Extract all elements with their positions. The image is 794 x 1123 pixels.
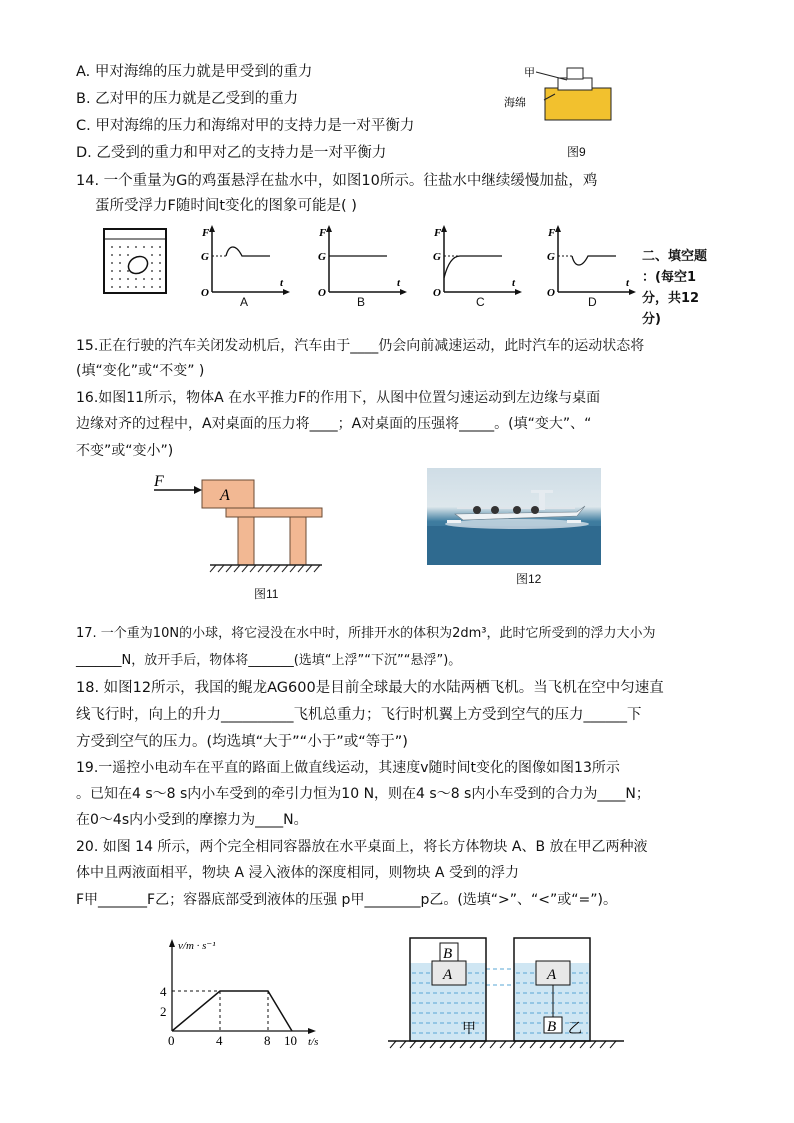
- q16-line1: 16.如图11所示，物体A 在水平推力F的作用下，从图中位置匀速运动到左边缘与桌面: [76, 390, 601, 406]
- x-axis-label: t/s: [308, 1036, 319, 1048]
- q20-line2: 体中且两液面相平，物块 A 浸入液体的深度相同，则物块 A 受到的浮力: [76, 865, 519, 881]
- section2-line3: 分，共12: [642, 291, 700, 306]
- fig11-label-f: F: [154, 473, 164, 490]
- graph-b-g: G: [318, 251, 326, 263]
- graph-d-o: O: [547, 287, 555, 299]
- q13-option-a: A. 甲对海绵的压力就是甲受到的重力: [76, 64, 313, 80]
- q17-line2: _______N，放开手后，物体将_______(选填“上浮”“下沉”“悬浮”)。: [76, 653, 462, 668]
- q19-line2: 。已知在4 s～8 s内小车受到的牵引力恒为10 N，则在4 s～8 s内小车受到的合力为____N；: [76, 786, 650, 802]
- q14-line1: 14. 一个重量为G的鸡蛋悬浮在盐水中，如图10所示。往盐水中继续缓慢加盐，鸡: [76, 173, 598, 189]
- section2-line4: 分): [642, 312, 661, 327]
- fig9-caption: 图9: [567, 145, 586, 159]
- y-axis-label: v/m · s⁻¹: [178, 940, 216, 952]
- graph-c-label: C: [476, 295, 485, 309]
- fig14-block-a-left: A: [443, 967, 453, 983]
- q18-line2: 线飞行时，向上的升力__________飞机总重力；飞行时机翼上方受到空气的压力______下: [76, 707, 642, 723]
- graph-d-g: G: [547, 251, 555, 263]
- q15-line2: (填“变化”或“不变” ): [76, 363, 205, 379]
- q13-option-c: C. 甲对海绵的压力和海绵对甲的支持力是一对平衡力: [76, 118, 415, 134]
- seaplane-icon: [427, 468, 601, 565]
- figure-13-velocity-chart: [150, 933, 350, 1051]
- velocity-line: [172, 991, 292, 1031]
- q13-option-d: D. 乙受到的重力和甲对乙的支持力是一对平衡力: [76, 145, 387, 161]
- q16-line3: 不变”或“变小”): [76, 443, 174, 459]
- q20-line1: 20. 如图 14 所示，两个完全相同容器放在水平桌面上，将长方体物块 A、B 放在甲乙两种液: [76, 839, 648, 855]
- q19-line1: 19.一遥控小电动车在平直的路面上做直线运动，其速度v随时间t变化的图像如图13所示: [76, 760, 620, 776]
- x-tick-label-0: 0: [168, 1033, 175, 1048]
- fig14-block-a-right: A: [547, 967, 557, 983]
- q14-line2: 蛋所受浮力F随时间t变化的图象可能是( ): [95, 198, 357, 214]
- graph-c-f: F: [434, 227, 442, 239]
- fig12-seaplane-photo: [427, 468, 601, 565]
- q14-graph-c: [428, 222, 524, 302]
- y-tick-label-2: 2: [160, 1004, 167, 1019]
- graph-a-label: A: [240, 295, 249, 309]
- fig14-block-b-left: B: [443, 946, 453, 962]
- fig14-label-yi: 乙: [568, 1022, 582, 1037]
- graph-c-o: O: [433, 287, 441, 299]
- graph-c-t: t: [512, 277, 516, 289]
- section2-line2: ：(每空1: [642, 270, 696, 285]
- graph-d-label: D: [588, 295, 597, 309]
- graph-a-t: t: [280, 277, 284, 289]
- graph-d-t: t: [626, 277, 630, 289]
- q18-line3: 方受到空气的压力。(均选填“大于”“小于”或“等于”): [76, 734, 408, 750]
- q14-graph-b: [313, 222, 409, 302]
- y-tick-label-4: 4: [160, 984, 167, 999]
- graph-d-f: F: [548, 227, 556, 239]
- q19-line3: 在0～4s内小受到的摩擦力为____N。: [76, 812, 308, 828]
- q14-graph-a: [196, 222, 292, 302]
- fig11-caption: 图11: [254, 587, 279, 601]
- x-tick-label-10: 10: [284, 1033, 297, 1048]
- q16-line2: 边缘对齐的过程中，A对桌面的压力将____；A对桌面的压强将_____。(填“变大”、“: [76, 416, 592, 432]
- fig14-label-jia: 甲: [462, 1022, 476, 1037]
- figure-14-containers: [388, 933, 628, 1053]
- fig9-label-sponge: 海绵: [504, 97, 526, 109]
- q20-line3: F甲_______F乙；容器底部受到液体的压强 p甲________p乙。(选填“>”、“<”或“=”)。: [76, 892, 617, 908]
- x-tick-label-8: 8: [264, 1033, 271, 1048]
- fig14-block-b-right: B: [547, 1019, 557, 1035]
- y-axis-arrow: [169, 939, 175, 947]
- x-tick-label-4: 4: [216, 1033, 223, 1048]
- figure-10-beaker: [100, 225, 170, 297]
- graph-a-o: O: [201, 287, 209, 299]
- fig11-label-a: A: [220, 487, 230, 504]
- q17-line1: 17. 一个重为10N的小球，将它浸没在水中时，所排开水的体积为2dm³，此时它所受到的浮力大小为: [76, 626, 656, 641]
- graph-c-g: G: [433, 251, 441, 263]
- q18-line1: 18. 如图12所示，我国的鲲龙AG600是目前全球最大的水陆两栖飞机。当飞机在空中匀速直: [76, 680, 664, 696]
- q14-graph-d: [542, 222, 638, 302]
- graph-a-f: F: [202, 227, 210, 239]
- q13-option-b: B. 乙对甲的压力就是乙受到的重力: [76, 91, 299, 107]
- fig9-label-jia: 甲: [524, 67, 535, 79]
- graph-b-t: t: [397, 277, 401, 289]
- graph-b-label: B: [357, 295, 366, 309]
- graph-b-f: F: [319, 227, 327, 239]
- graph-a-g: G: [201, 251, 209, 263]
- figure-9-sponge: [500, 60, 620, 130]
- q15-line1: 15.正在行驶的汽车关闭发动机后，汽车由于____仍会向前减速运动，此时汽车的运动状态将: [76, 338, 645, 354]
- graph-b-o: O: [318, 287, 326, 299]
- figure-11-table: [150, 468, 325, 576]
- section2-line1: 二、填空题: [642, 249, 708, 264]
- fig12-caption: 图12: [516, 572, 542, 586]
- x-axis-arrow: [308, 1028, 316, 1034]
